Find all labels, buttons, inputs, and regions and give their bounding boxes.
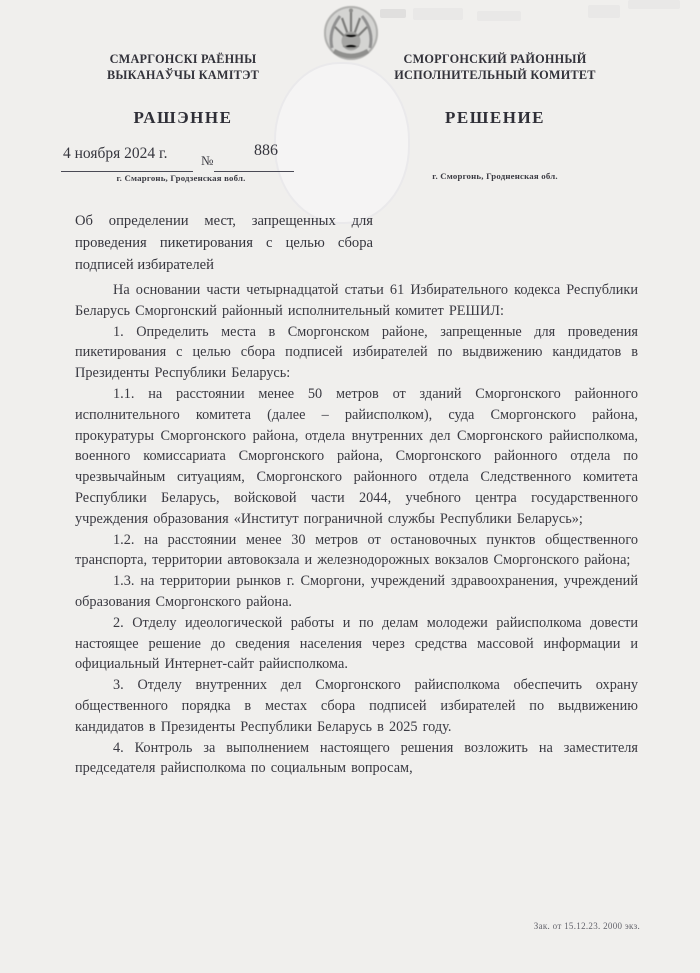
print-run-note: Зак. от 15.12.23. 2000 экз. — [533, 921, 640, 931]
number-underline — [214, 171, 294, 172]
org-name-line: СМОРГОНСКИЙ РАЙОННЫЙ — [403, 52, 587, 66]
paragraph-item-2: 2. Отделу идеологической работы и по делам молодежи райисполкома довести настоящее решение до сведения населения через средства массовой информации и официальный Интернет-сайт райисполкома. — [75, 614, 638, 673]
org-name-russian — [382, 52, 608, 83]
org-name-belarusian — [70, 52, 296, 83]
doc-date: 4 ноября 2024 г. — [63, 145, 168, 162]
paragraph-preamble: На основании части четырнадцатой статьи 61 Избирательного кодекса Республики Беларусь Сморгонский районный исполнительный комитет РЕШИЛ: — [75, 282, 638, 319]
scan-artifact — [477, 11, 521, 21]
scan-artifact — [380, 9, 406, 18]
place-russian: г. Сморгонь, Гродненская обл. — [432, 171, 558, 181]
paragraph-item-4: 4. Контроль за выполнением настоящего решения возложить на заместителя председателя райисполкома по социальным вопросам, — [75, 739, 638, 777]
doc-type-russian: РЕШЕНИЕ — [444, 108, 545, 127]
paragraph-item-3: 3. Отделу внутренних дел Сморгонского райисполкома обеспечить охрану общественного порядка в местах сбора подписей избирателей по выдвижению кандидатов в Президенты Республики Беларусь в 2025 году. — [75, 677, 638, 735]
paragraph-item-1: 1. Определить места в Сморгонском районе, запрещенные для проведения пикетирования с целью сбора подписей избирателей по выдвижению кандидатов в Президенты Республики Беларусь: — [75, 323, 638, 382]
scan-artifact — [413, 8, 463, 20]
paragraph-item-1-2: 1.2. на расстоянии менее 30 метров от остановочных пунктов общественного транспорта, территории автовокзала и железнодорожных вокзалов Сморгонского района; — [75, 531, 638, 569]
scan-artifact — [588, 5, 620, 18]
paragraph-item-1-3: 1.3. на территории рынков г. Сморгони, учреждений здравоохранения, учреждений образования Сморгонского района. — [75, 573, 638, 610]
org-name-line: ИСПОЛНИТЕЛЬНЫЙ КОМИТЕТ — [394, 67, 596, 82]
scan-artifact — [628, 0, 680, 9]
doc-title: Об определении мест, запрещенных для проведения пикетирования с целью сбора подписей избирателей — [75, 213, 373, 273]
org-name-line: ВЫКАНАЎЧЫ КАМІТЭТ — [106, 67, 260, 82]
doc-number: 886 — [254, 142, 278, 159]
number-sign: № — [201, 153, 214, 168]
place-belarusian: г. Смаргонь, Гродзенская вобл. — [116, 173, 246, 183]
doc-type-belarusian: РАШЭННЕ — [133, 108, 233, 127]
belarus-state-emblem-icon — [321, 3, 381, 63]
date-underline — [61, 171, 193, 172]
doc-body — [75, 280, 638, 779]
org-name-line: СМАРГОНСКІ РАЁННЫ — [109, 52, 257, 66]
paragraph-item-1-1: 1.1. на расстоянии менее 50 метров от зданий Сморгонского районного исполнительного комитета (далее – райисполком), суда Сморгонского района, прокуратуры Сморгонского района, отдела внутренних дел Сморгонского райисполкома, военного комиссариата Сморгонского района, Сморгонского районного отдела по чрезвычайным ситуациям, Сморгонского районного отдела Следственного комитета Республики Беларусь, войсковой части 2044, учебного центра государственного учреждения образования «Институт пограничной службы Республики Беларусь»; — [75, 385, 638, 527]
